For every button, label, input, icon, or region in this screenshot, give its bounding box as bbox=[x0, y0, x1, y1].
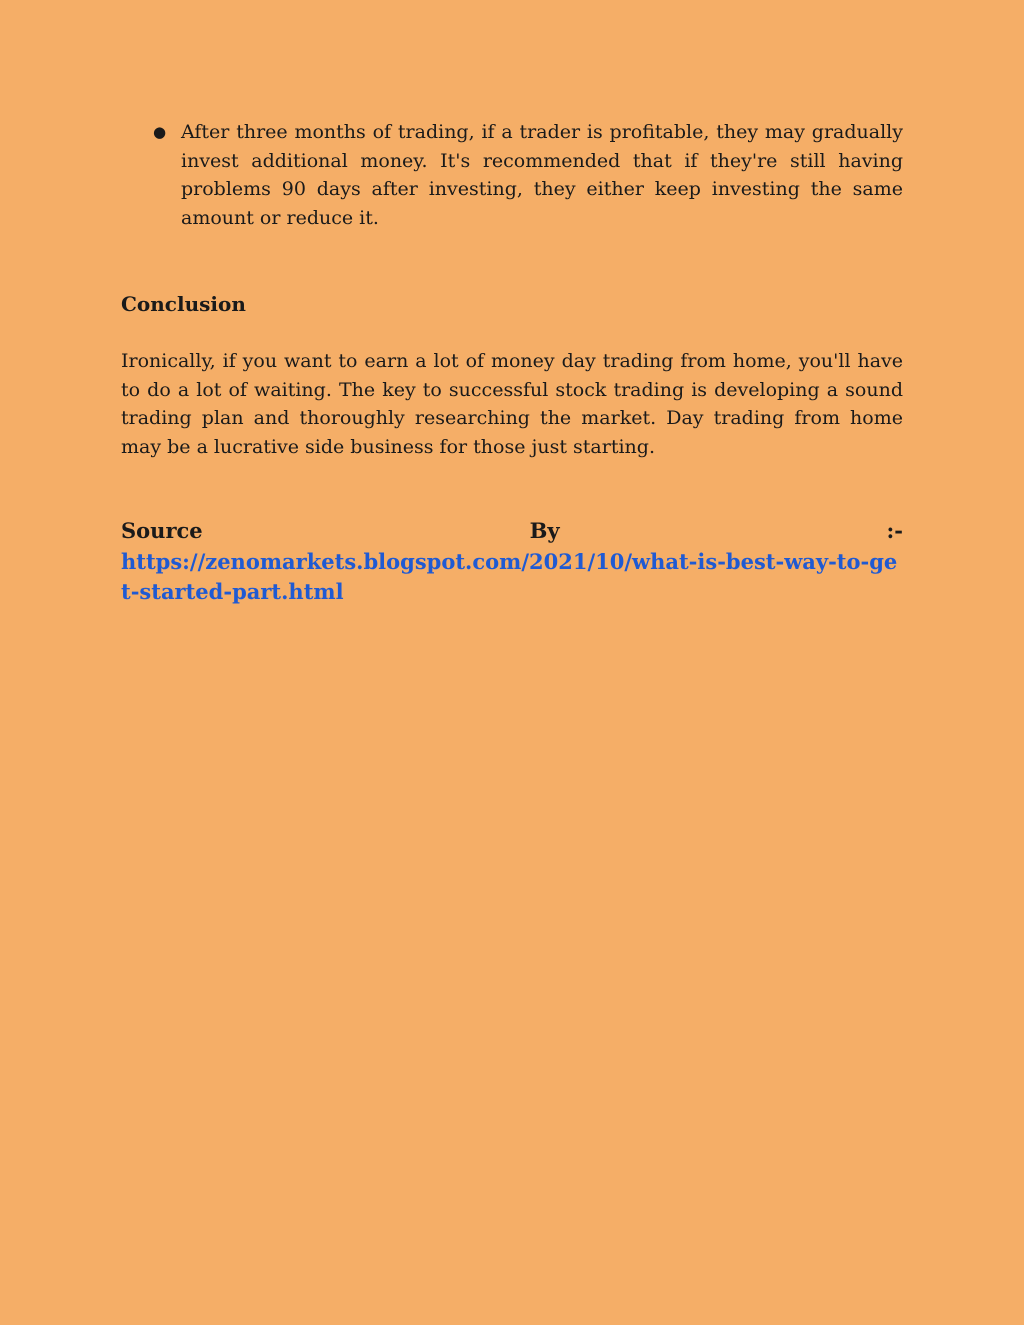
separator-label: :- bbox=[886, 518, 903, 543]
bullet-list bbox=[121, 118, 903, 232]
source-block bbox=[121, 516, 903, 608]
source-label-row bbox=[121, 516, 903, 547]
conclusion-heading: Conclusion bbox=[121, 292, 246, 316]
bullet-text: After three months of trading, if a trader is profitable, they may gradually invest additional money. It's recommended that if they're still having problems 90 days after investing, they either keep investing the same amount or reduce it. bbox=[181, 121, 903, 229]
document-page bbox=[121, 118, 903, 604]
source-label: Source bbox=[121, 518, 203, 543]
bullet-icon: ● bbox=[153, 123, 167, 141]
conclusion-paragraph: Ironically, if you want to earn a lot of money day trading from home, you'll have to do a lot of waiting. The key to successful stock trading is developing a sound trading plan and thoroughly researching the market. Day trading from home may be a lucrative side business for those just starting. bbox=[121, 350, 903, 458]
by-label: By bbox=[529, 518, 560, 543]
list-item bbox=[121, 118, 903, 232]
source-link[interactable]: https://zenomarkets.blogspot.com/2021/10/what-is-best-way-to-get-started-part.html bbox=[121, 548, 898, 604]
